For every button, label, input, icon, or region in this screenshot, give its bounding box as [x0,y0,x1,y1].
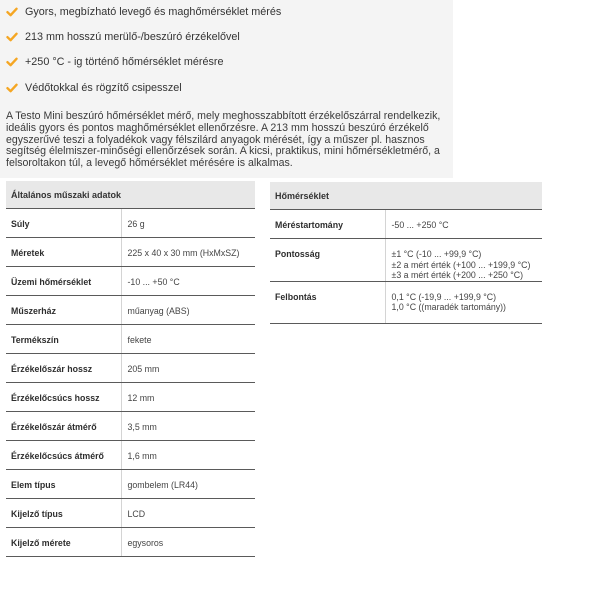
spec-label: Méréstartomány [270,210,385,239]
spec-label: Kijelző típus [6,499,121,528]
feature-item [6,24,281,50]
spec-label: Termékszín [6,325,121,354]
product-highlights-panel [0,0,453,178]
spec-value: 205 mm [121,354,255,383]
spec-value: ±1 °C (-10 ... +99,9 °C) ±2 a mért érték (+100 ... +199,9 °C) ±3 a mért érték (+200 ... +250 °C) [385,239,542,282]
table-row [6,528,255,557]
feature-list [6,0,281,101]
spec-label: Érzékelőszár hossz [6,354,121,383]
spec-label: Súly [6,209,121,238]
spec-value: 0,1 °C (-19,9 ... +199,9 °C) 1,0 °C ((maradék tartomány)) [385,281,542,323]
table-row [270,281,542,323]
spec-value: gombelem (LR44) [121,470,255,499]
table-row [6,267,255,296]
check-icon [6,6,18,18]
feature-text: Védőtokkal és rögzítő csipesszel [25,81,182,94]
spec-label: Pontosság [270,239,385,282]
spec-label: Elem típus [6,470,121,499]
spec-value: fekete [121,325,255,354]
spec-label: Műszerház [6,296,121,325]
spec-value: -10 ... +50 °C [121,267,255,296]
spec-value: egysoros [121,528,255,557]
table-row [6,238,255,267]
table-row [270,239,542,282]
feature-text: Gyors, megbízható levegő és maghőmérséklet mérés [25,6,282,18]
table-row [6,209,255,238]
spec-label: Felbontás [270,281,385,323]
feature-text: 213 mm hosszú merülő-/beszúró érzékelővel [25,30,240,43]
table-row [270,210,542,239]
check-icon [6,56,18,68]
spec-label: Érzékelőcsúcs hossz [6,383,121,412]
table-row [6,441,255,470]
table-row [6,412,255,441]
check-icon [6,82,18,94]
temperature-specs-title: Hőmérséklet [270,182,542,210]
table-row [6,296,255,325]
spec-value: 12 mm [121,383,255,412]
spec-label: Méretek [6,238,121,267]
feature-item [6,75,281,101]
feature-item [6,50,281,76]
spec-label: Kijelző mérete [6,528,121,557]
spec-value: 1,6 mm [121,441,255,470]
feature-text: +250 °C - ig történő hőmérséklet mérésre [25,56,224,69]
spec-label: Üzemi hőmérséklet [6,267,121,296]
spec-value: 225 x 40 x 30 mm (HxMxSZ) [121,238,255,267]
spec-value: műanyag (ABS) [121,296,255,325]
spec-value: LCD [121,499,255,528]
check-icon [6,31,18,43]
table-row [6,499,255,528]
spec-label: Érzékelőszár átmérő [6,412,121,441]
table-row [6,383,255,412]
spec-value: 3,5 mm [121,412,255,441]
general-specs-title: Általános műszaki adatok [6,181,255,209]
table-row [6,325,255,354]
table-row [6,470,255,499]
feature-item [6,0,281,24]
general-specs-table [6,181,255,557]
spec-value: -50 ... +250 °C [385,210,542,239]
spec-label: Érzékelőcsúcs átmérő [6,441,121,470]
spec-value: 26 g [121,209,255,238]
temperature-specs-table [270,182,542,324]
product-description: A Testo Mini beszúró hőmérséklet mérő, mely meghosszabbított érzékelőszárral rendelkezik, ideális gyors és pontos maghőmérséklet ellenőrzésre. A 213 mm hosszú beszúró érzékelő egyszerűvé teszi a folyadékok vagy félszilárd anyagok mérését, így a műszer pl. hasznos segítség élelmiszer-minőségi ellenőrzések során. A kicsi, praktikus, mini hőmérsékletmérő, a felsoroltakon túl, a levegő hőmérséklet mérésére is alkalmas. [6,110,441,170]
table-row [6,354,255,383]
